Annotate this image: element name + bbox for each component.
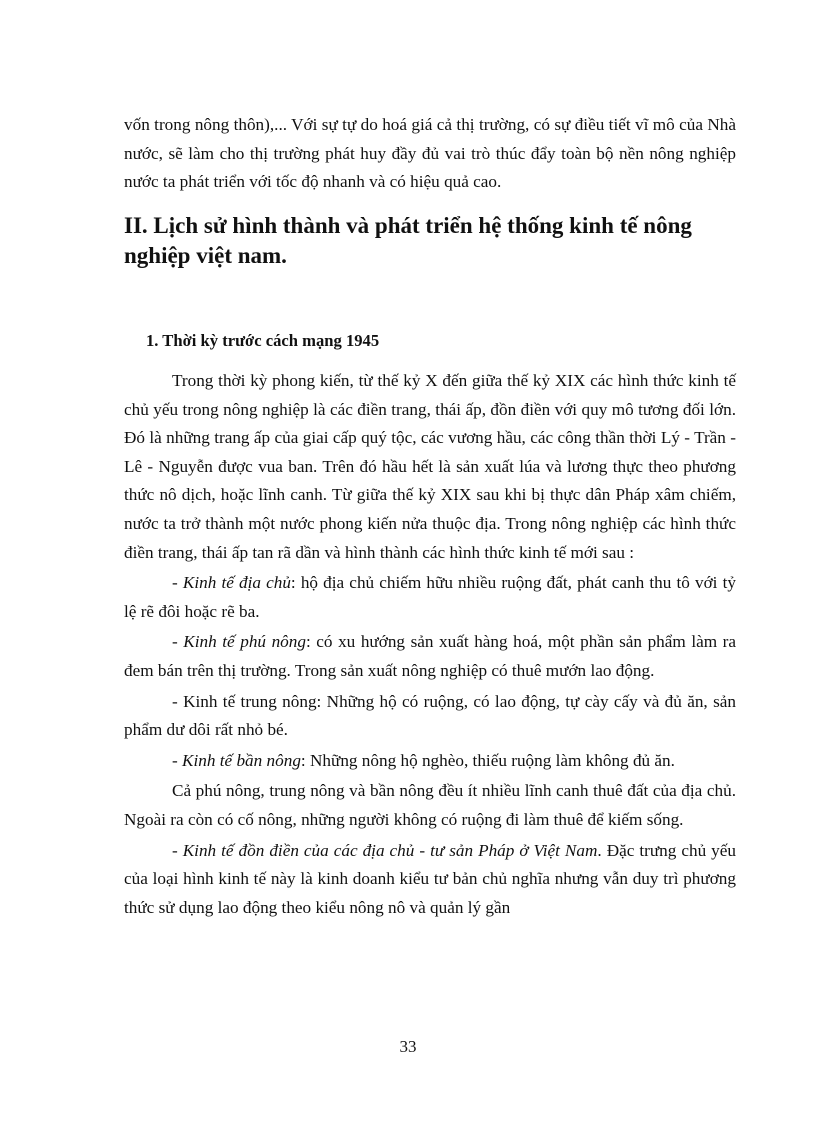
list-dash: - bbox=[172, 632, 184, 652]
term-poor-peasant-economy: Kinh tế bần nông bbox=[182, 750, 301, 770]
paragraph-rich-peasant-economy bbox=[124, 628, 736, 685]
text-landlord-economy: : hộ địa chủ chiếm hữu nhiều ruộng đất, phát canh thu tô với tỷ lệ rẽ đôi hoặc rẽ ba. bbox=[124, 573, 736, 621]
paragraph-summary: Cả phú nông, trung nông và bần nông đều ít nhiều lĩnh canh thuê đất của địa chủ. Ngoài ra còn có cố nông, những người không có ruộng đi làm thuê để kiếm sống. bbox=[124, 781, 736, 829]
paragraph-plantation-economy bbox=[124, 837, 736, 923]
text-poor-peasant-economy: : Những nông hộ nghèo, thiếu ruộng làm không đủ ăn. bbox=[300, 750, 675, 770]
intro-paragraph-block bbox=[124, 111, 736, 197]
term-plantation-economy: - Kinh tế đồn điền của các địa chủ - tư sản Pháp ở Việt Nam bbox=[172, 840, 598, 860]
list-dash: - bbox=[172, 573, 183, 593]
term-landlord-economy: Kinh tế địa chủ bbox=[182, 573, 291, 593]
paragraph-feudal-period: Trong thời kỳ phong kiến, từ thế kỷ X đến giữa thế kỷ XIX các hình thức kinh tế chủ yếu trong nông nghiệp là các điền trang, thái ấp, đồn điền với quy mô tương đối lớn. Đó là những trang ấp của giai cấp quý tộc, các vương hầu, các công thần thời Lý - Trần - Lê - Nguyễn được vua ban. Trên đó hầu hết là sản xuất lúa và lương thực theo phương thức nô dịch, hoặc lĩnh canh. Từ giữa thế kỷ XIX sau khi bị thực dân Pháp xâm chiếm, nước ta trở thành một nước phong kiến nửa thuộc địa. Trong nông nghiệp các hình thức điền trang, thái ấp tan rã dần và hình thành các hình thức kinh tế mới sau : bbox=[124, 371, 736, 562]
section-heading: II. Lịch sử hình thành và phát triển hệ thống kinh tế nông nghiệp việt nam. bbox=[124, 213, 692, 268]
list-dash: - bbox=[172, 750, 183, 770]
text-rich-peasant-economy: : có xu hướng sản xuất hàng hoá, một phần sản phẩm làm ra đem bán trên thị trường. Trong sản xuất nông nghiệp có thuê mướn lao động. bbox=[124, 632, 736, 680]
paragraph-poor-peasant-economy bbox=[124, 747, 736, 776]
body-text bbox=[124, 367, 736, 922]
subsection-heading: 1. Thời kỳ trước cách mạng 1945 bbox=[146, 331, 380, 350]
page-number: 33 bbox=[399, 1037, 417, 1056]
paragraph-landlord-economy bbox=[124, 569, 736, 626]
intro-paragraph: vốn trong nông thôn),... Với sự tự do hoá giá cả thị trường, có sự điều tiết vĩ mô của Nhà nước, sẽ làm cho thị trường phát huy đầy đủ vai trò thúc đẩy toàn bộ nền nông nghiệp nước ta phát triển với tốc độ nhanh và có hiệu quả cao. bbox=[124, 115, 736, 192]
paragraph-middle-peasant-economy: - Kinh tế trung nông: Những hộ có ruộng, có lao động, tự cày cấy và đủ ăn, sản phẩm dư dôi rất nhỏ bé. bbox=[124, 691, 736, 740]
term-rich-peasant-economy: Kinh tế phú nông bbox=[183, 632, 306, 652]
text-plantation-economy: . Đặc trưng chủ yếu của loại hình kinh tế này là kinh doanh kiểu tư bản chủ nghĩa nhưng vẫn duy trì phương thức sử dụng lao động theo kiểu nông nô và quản lý gần bbox=[124, 840, 736, 917]
